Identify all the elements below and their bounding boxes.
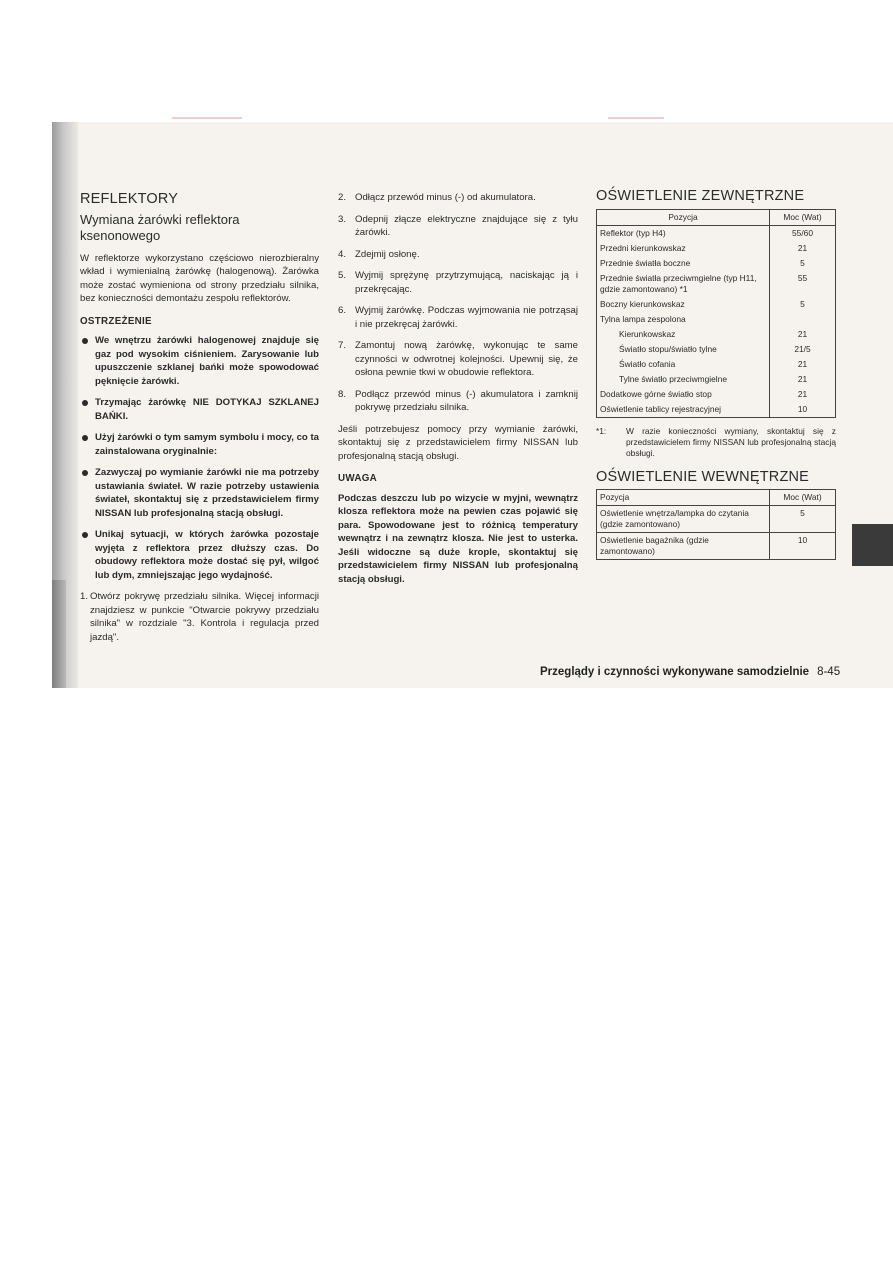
table-row: Oświetlenie wnętrza/lampka do czytania (gdzie zamontowano) 5: [597, 506, 836, 533]
step-item: 4. Zdejmij osłonę.: [338, 248, 420, 260]
step-item: 3. Odepnij złącze elektryczne znajdujące się z tyłu żarówki.: [338, 213, 578, 238]
page-footer: [540, 666, 840, 678]
warning-item: Unikaj sytuacji, w których żarówka pozostaje wyjęta z reflektora przez dłuższy czas. Do obudowy reflektora może dostać się pył, wilgoć lub dym, zmniejszając jego wydajność.: [80, 528, 319, 582]
section-heading: REFLEKTORY: [80, 191, 179, 207]
warning-item: We wnętrzu żarówki halogenowej znajduje się gaz pod wysokim ciśnieniem. Zarysowanie lub upuszczenie szklanej bańki może spowodować pęknięcie żarówki.: [80, 334, 319, 388]
subsection-heading: Wymiana żarówki reflektora ksenonowego: [80, 211, 240, 243]
note-label: UWAGA: [338, 473, 378, 484]
warning-item: Użyj żarówki o tym samym symbolu i mocy, co ta zainstalowana oryginalnie:: [80, 431, 319, 458]
footnote: *1: W razie konieczności wymiany, skontaktuj się z przedstawicielem firmy NISSAN lub profesjonalną stacją obsługi.: [596, 425, 836, 458]
column-header: Pozycja: [597, 209, 770, 225]
column-header: Moc (Wat): [770, 490, 836, 506]
table-header-row: [597, 209, 836, 225]
table-row: Przedni kierunkowskaz 21: [597, 241, 836, 256]
bullet-icon: [82, 400, 88, 406]
top-edge-mark: [172, 117, 242, 119]
step-item: 5. Wyjmij sprężynę przytrzymującą, naciskając ją i przekręcając.: [338, 270, 578, 295]
table-row: Przednie światła przeciwmgielne (typ H11, gdzie zamontowano) *1 55: [597, 271, 836, 297]
exterior-lighting-table: [596, 209, 836, 418]
step-item: 6. Wyjmij żarówkę. Podczas wyjmowania nie potrząsaj i nie przekręcaj żarówki.: [338, 305, 578, 330]
column-header: Pozycja: [597, 490, 770, 506]
table-row: Reflektor (typ H4) 55/60: [597, 225, 836, 241]
step-item: 7. Zamontuj nową żarówkę, wykonując te same czynności w odwrotnej kolejności. Upewnij się, że osłona pewnie tkwi w obudowie reflektora.: [338, 340, 578, 378]
binding-shadow-dark: [52, 580, 66, 688]
warning-label: OSTRZEŻENIE: [80, 315, 152, 327]
bullet-icon: [82, 470, 88, 476]
warning-item: Trzymając żarówkę NIE DOTYKAJ SZKLANEJ BAŃKI.: [80, 396, 319, 423]
table-row: Światło cofania 21: [597, 357, 836, 372]
step-list: [338, 191, 578, 415]
help-paragraph: Jeśli potrzebujesz pomocy przy wymianie żarówki, skontaktuj się z przedstawicielem firmy NISSAN lub profesjonalną stacją obsługi.: [338, 423, 578, 462]
step-item: 8. Podłącz przewód minus (-) akumulatora i zamknij pokrywę przedziału silnika.: [338, 388, 578, 413]
table-row: Boczny kierunkowskaz 5: [597, 297, 836, 312]
column-left: [80, 193, 319, 652]
table-row: Oświetlenie tablicy rejestracyjnej 10: [597, 402, 836, 418]
table-row: Dodatkowe górne światło stop 21: [597, 387, 836, 402]
chapter-tab-marker: [852, 524, 893, 566]
note-paragraph: Podczas deszczu lub po wizycie w myjni, wewnątrz klosza reflektora może na pewien czas pojawić się para. Spowodowane jest to różnicą temperatury wewnątrz i na zewnątrz klosza. Nie jest to usterka. Jeśli widoczne są duże krople, skontaktuj się przedstawicielem firmy NISSAN lub profesjonalną stacją obsługi.: [338, 492, 578, 585]
table-row: Oświetlenie bagażnika (gdzie zamontowano) 10: [597, 533, 836, 560]
table-row: Tylna lampa zespolona: [597, 312, 836, 327]
step-item: 2. Odłącz przewód minus (-) od akumulatora.: [338, 192, 536, 203]
table-row: Światło stopu/światło tylne 21/5: [597, 342, 836, 357]
exterior-lighting-heading: OŚWIETLENIE ZEWNĘTRZNE: [596, 188, 805, 204]
bullet-icon: [82, 435, 88, 441]
table-row: Przednie światła boczne 5: [597, 256, 836, 271]
chapter-title: Przeglądy i czynności wykonywane samodzielnie: [540, 666, 810, 678]
table-row: Tylne światło przeciwmgielne 21: [597, 372, 836, 387]
page-number: 8-45: [817, 666, 841, 678]
top-edge-mark: [608, 117, 664, 119]
step-item: 1. Otwórz pokrywę przedziału silnika. Więcej informacji znajdziesz w punkcie "Otwarcie pokrywy przedziału silnika" w rozdziale "3. Kontrola i regulacja przed jazdą".: [80, 591, 319, 643]
column-right: [596, 190, 836, 568]
table-row: Kierunkowskaz 21: [597, 327, 836, 342]
bullet-icon: [82, 338, 88, 344]
bullet-icon: [82, 532, 88, 538]
column-header: Moc (Wat): [770, 209, 836, 225]
interior-lighting-table: [596, 489, 836, 560]
warning-item: Zazwyczaj po wymianie żarówki nie ma potrzeby ustawiania świateł. W razie potrzeby ustawienia świateł, skontaktuj się z przedstawicielem firmy NISSAN lub profesjonalną stacją obsługi.: [80, 466, 319, 520]
intro-paragraph: W reflektorze wykorzystano częściowo nierozbieralny wkład i wymienialną żarówkę (halogenową). Żarówka może zostać wymieniona od strony przedziału silnika, bez konieczności demontażu zespołu reflektorów.: [80, 252, 319, 304]
interior-lighting-heading: OŚWIETLENIE WEWNĘTRZNE: [596, 468, 810, 485]
footnote-mark: *1:: [596, 425, 607, 436]
table-header-row: [597, 490, 836, 506]
column-middle: [338, 191, 578, 586]
step-list: [80, 590, 319, 644]
warning-list: [80, 334, 319, 582]
